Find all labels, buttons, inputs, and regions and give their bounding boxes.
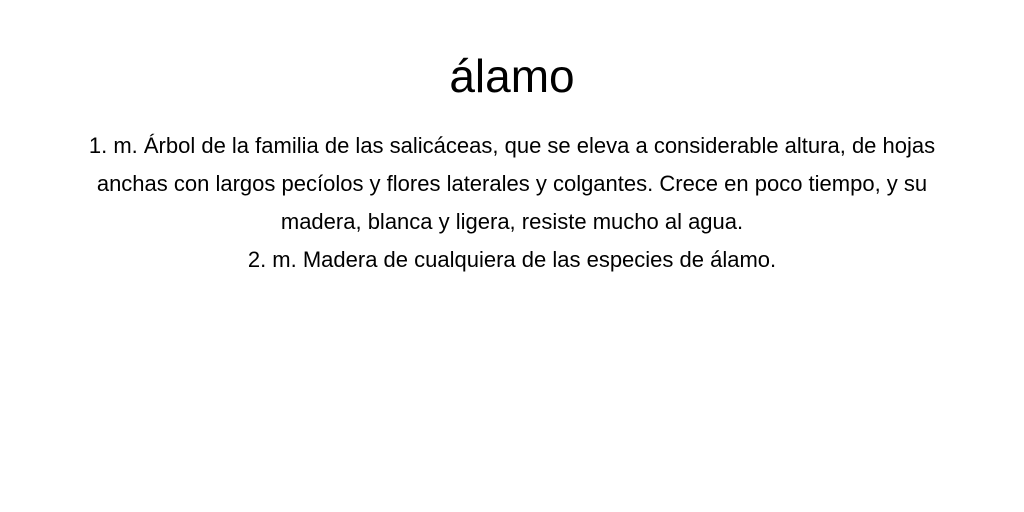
- definitions-list: [62, 127, 962, 279]
- sense-definition-2: 2. m. Madera de cualquiera de las especies de álamo.: [247, 247, 777, 272]
- sense-definition-1: 1. m. Árbol de la familia de las salicáceas, que se eleva a considerable altura, de hojas anchas con largos pecíolos y flores laterales y colgantes. Crece en poco tiempo, y su madera, blanca y ligera, resiste mucho al agua.: [88, 133, 936, 234]
- headword: álamo: [449, 50, 575, 102]
